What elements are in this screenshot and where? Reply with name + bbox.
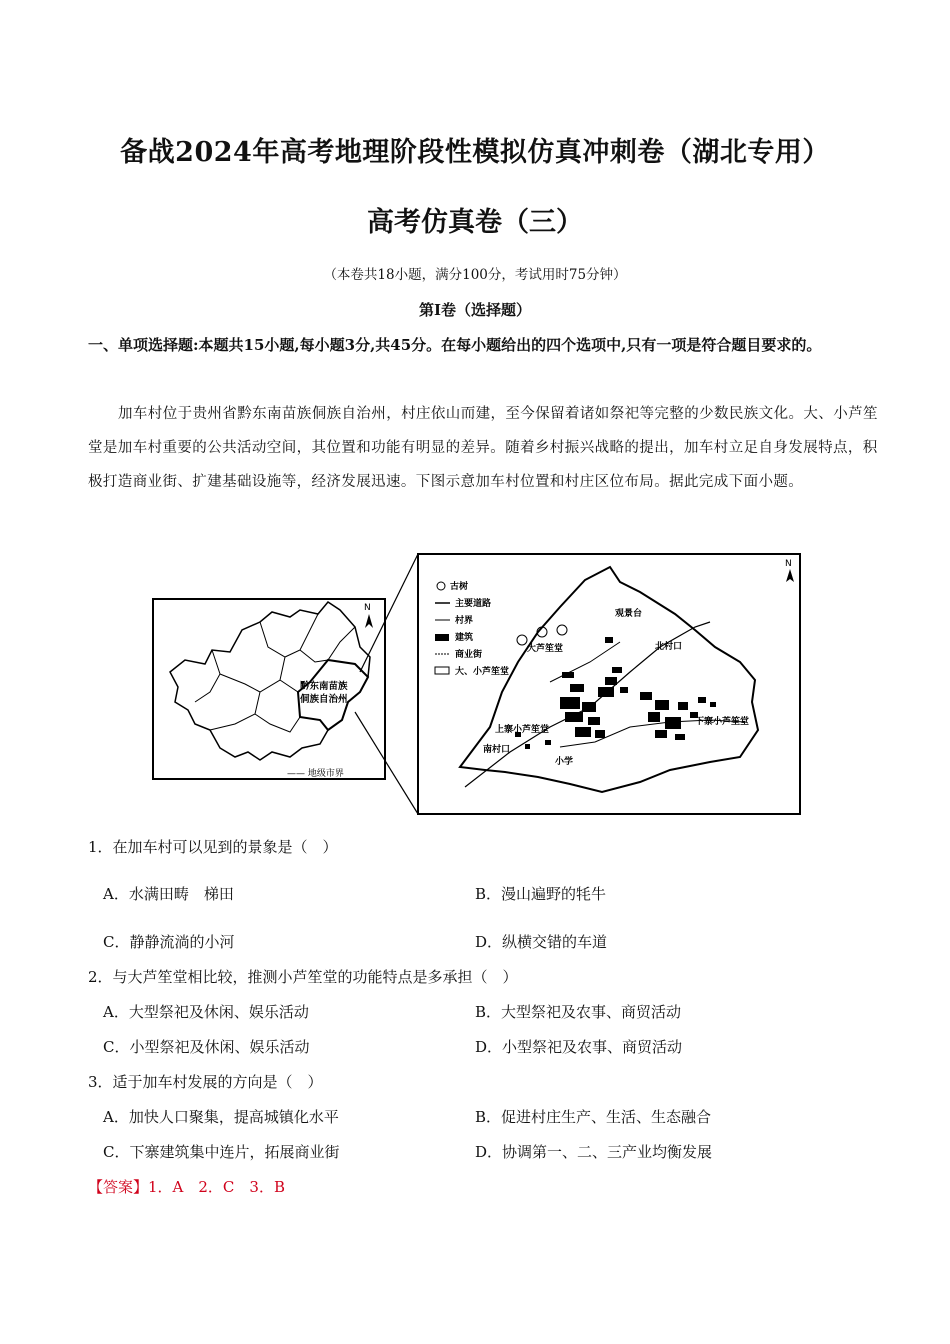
left-north-label: N (364, 603, 371, 613)
q1-option-a[interactable]: A．水满田畴 梯田 (103, 885, 234, 903)
label-dalusheng: 大芦笙堂 (527, 644, 564, 654)
passage-text: 加车村位于贵州省黔东南苗族侗族自治州，村庄依山而建，至今保留着诸如祭祀等完整的少数民族文化。大、小芦笙堂是加车村重要的公共活动空间，其位置和功能有明显的差异。随着乡村振兴战略的提出，加车村立足自身发展特点，积极打造商业街、扩建基础设施等，经济发展迅速。下图示意加车村位置和村庄区位布局。据此完成下面小题。 (88, 406, 878, 490)
section-heading: 第Ⅰ卷（选择题） (418, 301, 532, 319)
q3-option-b[interactable]: B．促进村庄生产、生活、生态融合 (475, 1108, 712, 1126)
q1-option-b[interactable]: B．漫山遍野的牦牛 (475, 885, 607, 903)
exam-note: （本卷共18小题，满分100分，考试用时75分钟） (323, 267, 627, 283)
answer-label: 【答案】 (88, 1178, 149, 1196)
q2-option-d[interactable]: D．小型祭祀及农事、商贸活动 (475, 1038, 683, 1056)
right-north-label: N (785, 559, 792, 569)
question-3-stem: 3．适于加车村发展的方向是（ ） (88, 1073, 323, 1091)
question-2-stem: 2．与大芦笙堂相比较，推测小芦笙堂的功能特点是多承担（ ） (88, 968, 518, 986)
q2-option-a[interactable]: A．大型祭祀及休闲、娱乐活动 (103, 1003, 309, 1021)
label-shangzhai: 上寨小芦笙堂 (495, 725, 550, 735)
left-legend: —— 地级市界 (287, 769, 344, 779)
answer-text: 1．A 2．C 3．B (148, 1178, 285, 1196)
answer-line (88, 1176, 285, 1197)
label-beicunkou: 北村口 (655, 642, 683, 652)
legend-tree: 古树 (450, 582, 469, 592)
label-school: 小学 (555, 757, 574, 767)
q1-option-d[interactable]: D．纵横交错的车道 (475, 933, 608, 951)
question-1-stem: 1．在加车村可以见到的景象是（ ） (88, 838, 338, 856)
q3-option-d[interactable]: D．协调第一、二、三产业均衡发展 (475, 1143, 713, 1161)
instruction-text: 一、单项选择题:本题共15小题,每小题3分,共45分。在每小题给出的四个选项中,只有一项是符合题目要求的。 (88, 336, 822, 354)
label-xiazhai: 下寨小芦笙堂 (695, 717, 750, 727)
legend-road: 主要道路 (455, 599, 492, 609)
q2-option-b[interactable]: B．大型祭祀及农事、商贸活动 (475, 1003, 682, 1021)
q2-option-c[interactable]: C．小型祭祀及休闲、娱乐活动 (103, 1038, 310, 1056)
legend-boundary: 村界 (455, 616, 474, 626)
legend-street: 商业街 (455, 650, 483, 660)
page-subtitle: 高考仿真卷（三） (367, 207, 583, 238)
legend-building: 建筑 (455, 633, 474, 643)
village-location-figure (150, 552, 805, 817)
q1-option-c[interactable]: C．静静流淌的小河 (103, 933, 235, 951)
legend-hall: 大、小芦笙堂 (455, 667, 510, 677)
region-label-1: 黔东南苗族 (300, 681, 348, 692)
label-nancunkou: 南村口 (483, 745, 511, 755)
region-label-2: 侗族自治州 (300, 694, 348, 705)
label-guanjingtai: 观景台 (615, 609, 643, 619)
q3-option-c[interactable]: C．下寨建筑集中连片，拓展商业街 (103, 1143, 340, 1161)
page-title: 备战2024年高考地理阶段性模拟仿真冲刺卷（湖北专用） (120, 137, 830, 168)
q3-option-a[interactable]: A．加快人口聚集，提高城镇化水平 (103, 1108, 339, 1126)
